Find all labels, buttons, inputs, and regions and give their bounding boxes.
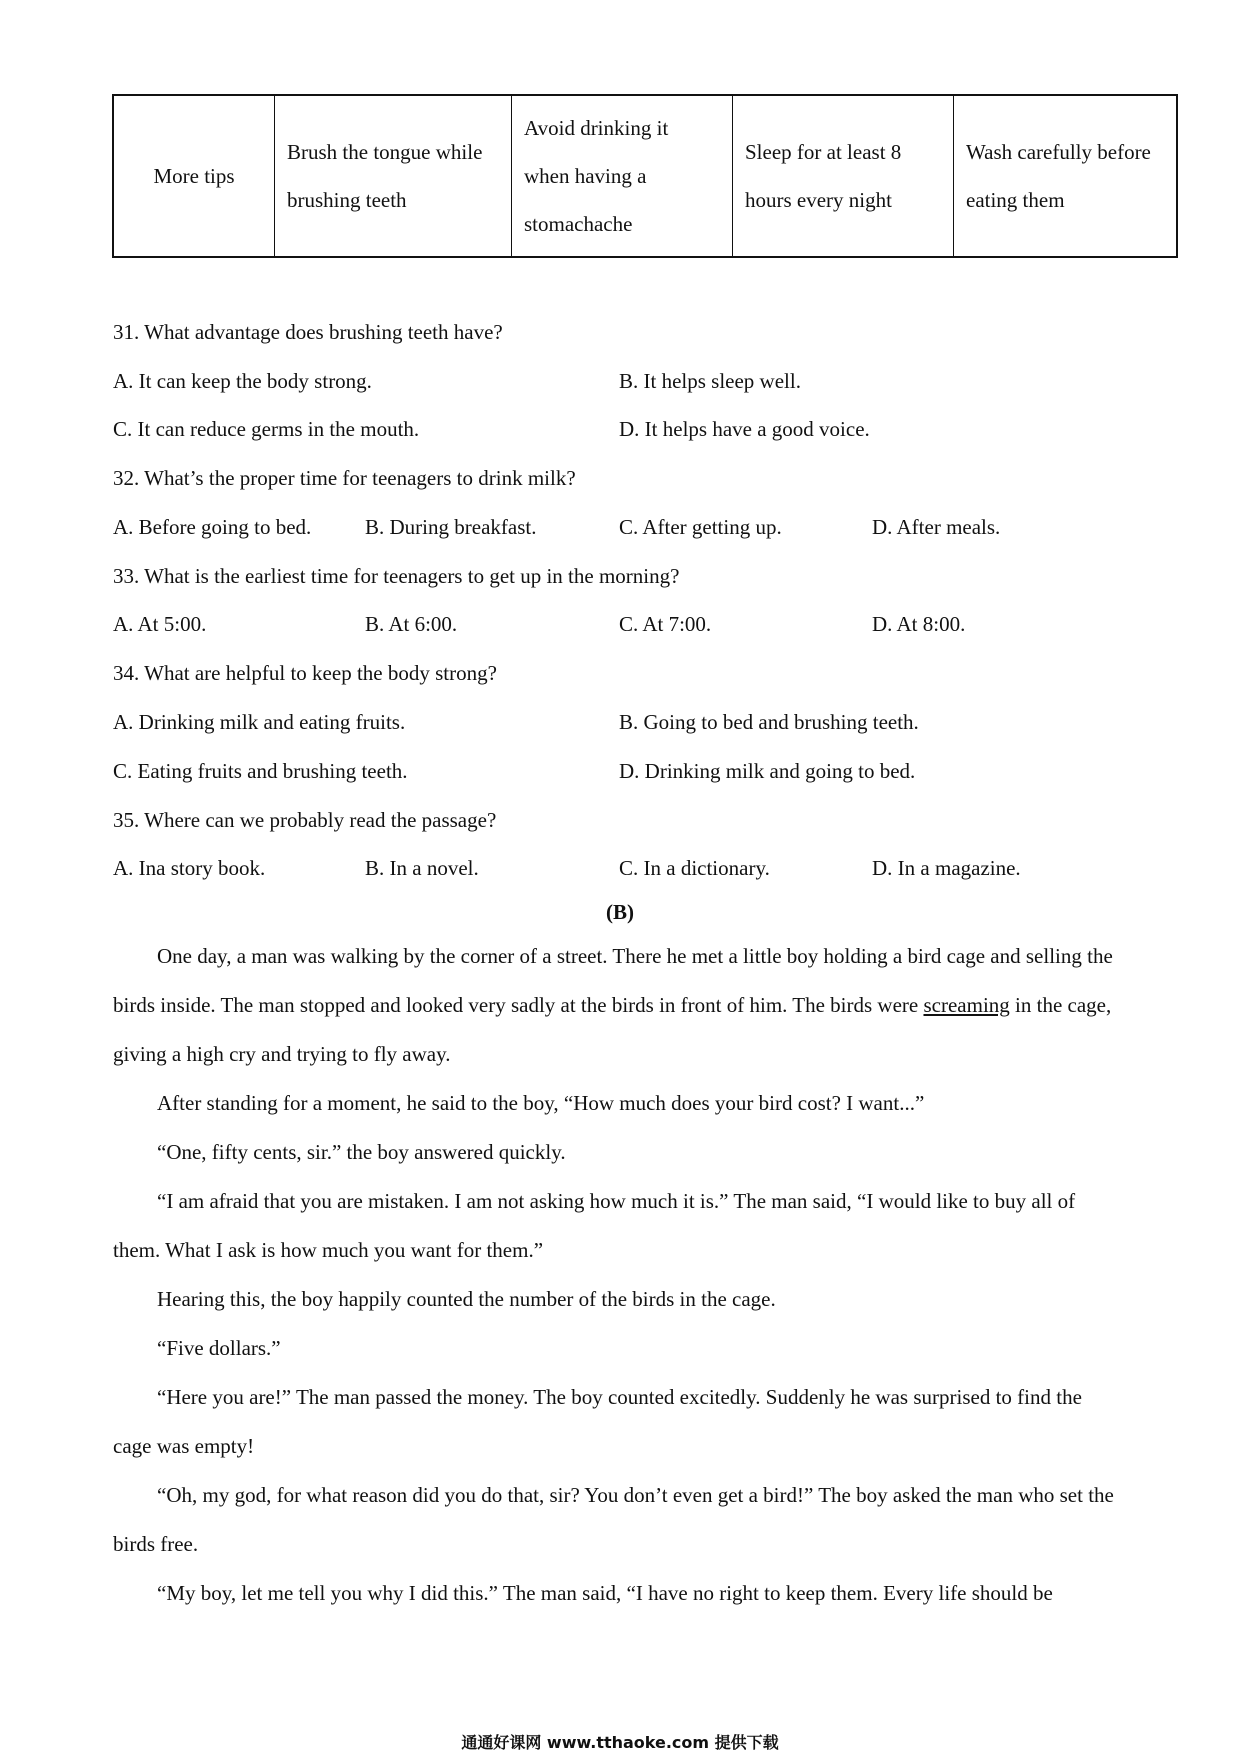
section-title: (B) — [606, 900, 634, 924]
passage-paragraph: Hearing this, the boy happily counted the number of the birds in the cage. — [157, 1287, 776, 1311]
cell-line: brushing teeth — [287, 188, 407, 212]
table-header-cell: More tips — [113, 95, 275, 257]
cell-line: Avoid drinking it — [524, 116, 669, 140]
question-stem: 32. What’s the proper time for teenagers to drink milk? — [113, 466, 576, 490]
option-b: B. It helps sleep well. — [619, 369, 801, 393]
passage-paragraph — [113, 932, 1123, 1079]
passage-paragraph: “Five dollars.” — [157, 1336, 281, 1360]
table-row — [113, 95, 1177, 257]
option-d: D. Drinking milk and going to bed. — [619, 759, 916, 783]
option-b: B. During breakfast. — [365, 515, 537, 539]
question-stem: 35. Where can we probably read the passage? — [113, 808, 497, 832]
option-a: A. Drinking milk and eating fruits. — [113, 710, 406, 734]
question-stem: 33. What is the earliest time for teenagers to get up in the morning? — [113, 564, 680, 588]
passage-paragraph: “My boy, let me tell you why I did this.” The man said, “I have no right to keep them. Every life should be — [157, 1581, 1053, 1605]
option-a: A. Ina story book. — [113, 856, 266, 880]
option-b: B. At 6:00. — [365, 612, 458, 636]
cell-line: when having a — [524, 164, 647, 188]
table-cell — [954, 95, 1178, 257]
table-cell — [733, 95, 954, 257]
option-c: C. Eating fruits and brushing teeth. — [113, 759, 408, 783]
option-a: A. It can keep the body strong. — [113, 369, 372, 393]
passage-paragraph: “Oh, my god, for what reason did you do that, sir? You don’t even get a bird!” The boy asked the man who set the birds free. — [113, 1483, 1114, 1556]
passage-paragraph: “Here you are!” The man passed the money. The boy counted excitedly. Suddenly he was surprised to find the cage was empty! — [113, 1385, 1082, 1458]
cell-line: Wash carefully before — [966, 140, 1151, 164]
table-cell — [275, 95, 512, 257]
passage-text: in the cage, giving a high cry and trying to fly away. — [113, 993, 1112, 1066]
option-d: D. In a magazine. — [872, 856, 1021, 880]
question-stem: 34. What are helpful to keep the body strong? — [113, 661, 497, 685]
cell-line: hours every night — [745, 188, 892, 212]
table-cell — [512, 95, 733, 257]
option-a: A. Before going to bed. — [113, 515, 312, 539]
tips-table — [112, 94, 1178, 258]
option-c: C. At 7:00. — [619, 612, 712, 636]
page-footer: 通通好课网 www.tthaoke.com 提供下载 — [461, 1733, 779, 1752]
passage-text: One day, a man was walking by the corner of a street. There he met a little boy holding a bird cage and selling the birds inside. The man stopped and looked very sadly at the birds in front of him. The birds were — [113, 944, 1113, 1017]
option-d: D. After meals. — [872, 515, 1001, 539]
option-b: B. Going to bed and brushing teeth. — [619, 710, 919, 734]
cell-line: eating them — [966, 188, 1065, 212]
passage-paragraph: After standing for a moment, he said to the boy, “How much does your bird cost? I want...” — [157, 1091, 925, 1115]
option-b: B. In a novel. — [365, 856, 479, 880]
option-c: C. It can reduce germs in the mouth. — [113, 417, 420, 441]
passage-paragraph: “I am afraid that you are mistaken. I am not asking how much it is.” The man said, “I would like to buy all of them. What I ask is how much you want for them.” — [113, 1189, 1076, 1262]
option-a: A. At 5:00. — [113, 612, 207, 636]
underlined-word: screaming — [923, 993, 1010, 1017]
cell-line: stomachache — [524, 212, 633, 236]
question-stem: 31. What advantage does brushing teeth have? — [113, 320, 503, 344]
option-d: D. At 8:00. — [872, 612, 966, 636]
option-d: D. It helps have a good voice. — [619, 417, 870, 441]
option-c: C. In a dictionary. — [619, 856, 770, 880]
option-c: C. After getting up. — [619, 515, 782, 539]
cell-line: Sleep for at least 8 — [745, 140, 902, 164]
passage-paragraph: “One, fifty cents, sir.” the boy answered quickly. — [157, 1140, 566, 1164]
cell-line: Brush the tongue while — [287, 140, 483, 164]
